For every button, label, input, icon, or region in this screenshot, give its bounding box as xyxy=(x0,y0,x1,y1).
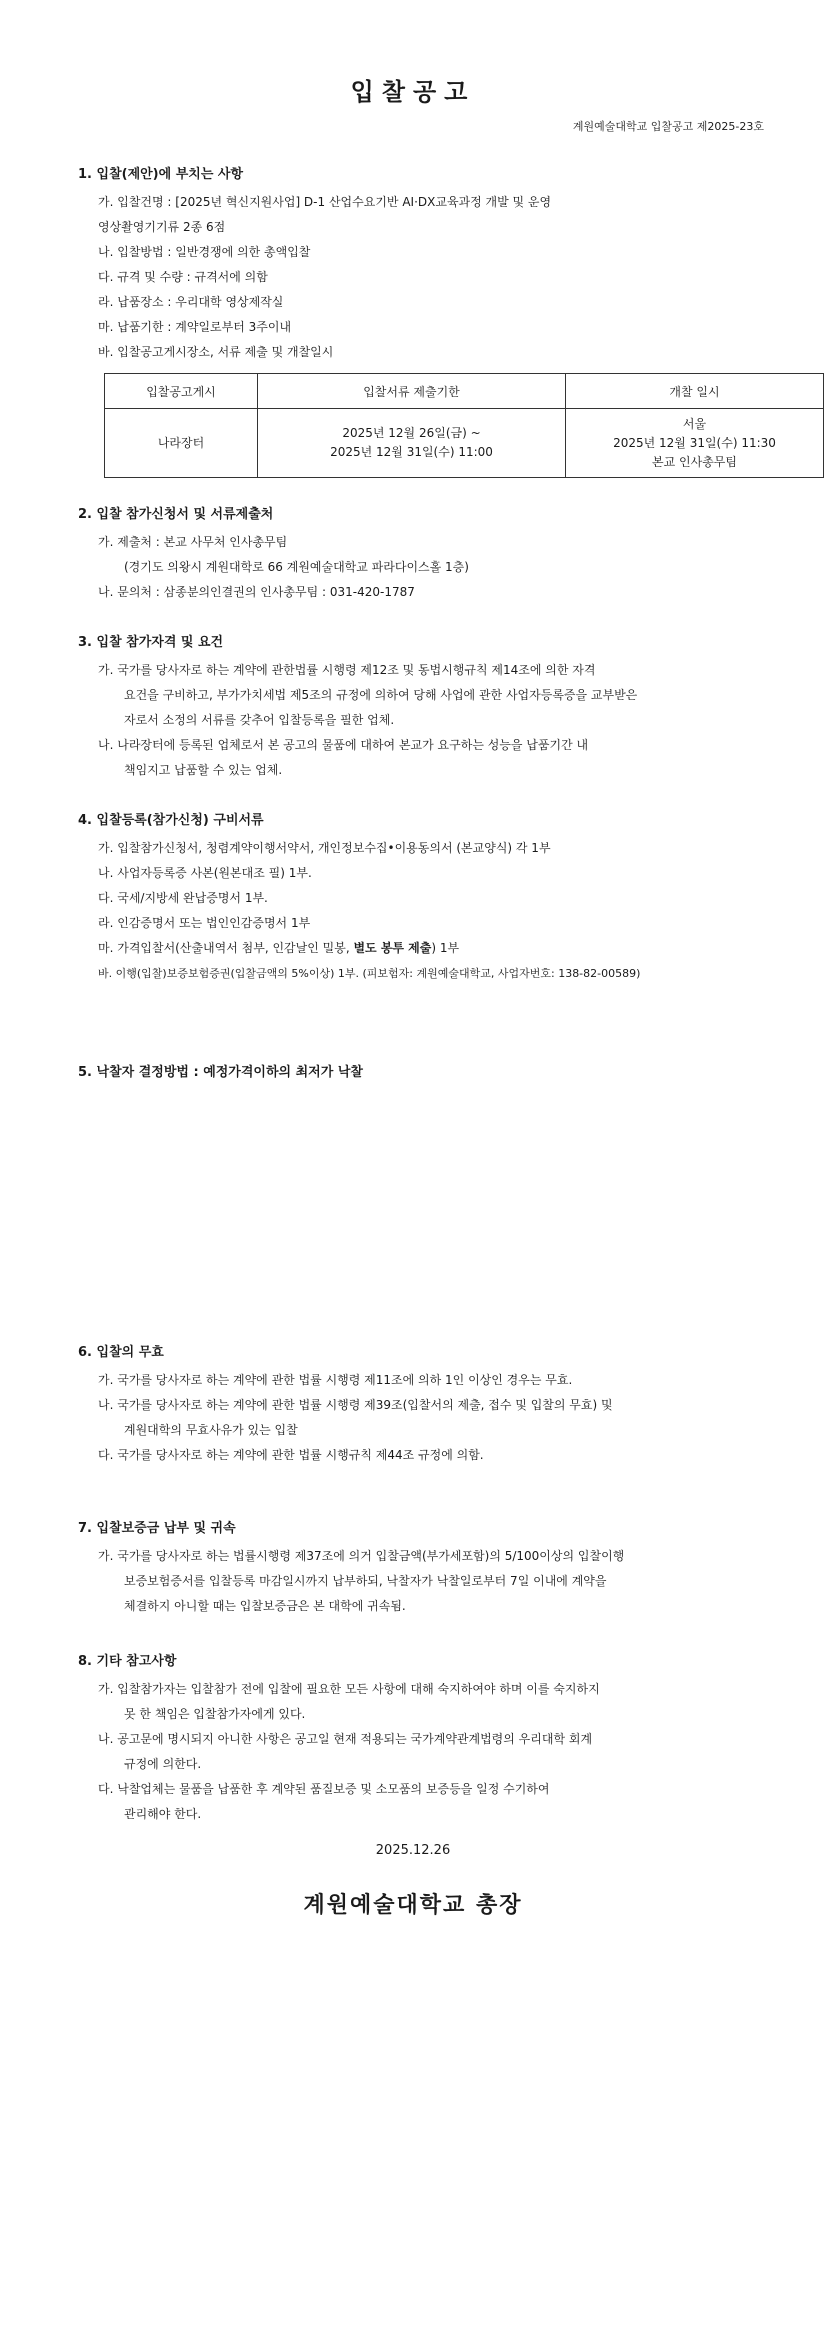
announcement-date: 2025.12.26 xyxy=(375,1843,451,1858)
section-heading: 2. 입찰 참가신청서 및 서류제출처 xyxy=(78,507,274,522)
section-other-notes xyxy=(78,1653,768,1827)
spec-line: 다. 규격 및 수량 : 규격서에 의함 xyxy=(98,270,268,284)
list-item: 가. 입찰참가자는 입찰참가 전에 입찰에 필요한 모든 사항에 대해 숙지하여야 하며 이를 숙지하지 xyxy=(98,1682,600,1696)
emphasis-text: 별도 봉투 제출 xyxy=(353,941,432,955)
table-header-row xyxy=(105,374,824,409)
list-item: 책임지고 납품할 수 있는 업체. xyxy=(124,763,283,777)
section-qualification xyxy=(78,634,768,783)
list-item: 바. 이행(입찰)보증보험증권(입찰금액의 5%이상) 1부. (피보험자: 계원예술대학교, 사업자번호: 138-82-00589) xyxy=(98,967,641,980)
table-header-cell: 입찰공고게시 xyxy=(105,374,258,409)
list-item: 다. 낙찰업체는 물품을 납품한 후 계약된 품질보증 및 소모품의 보증등을 일정 수기하여 xyxy=(98,1782,550,1796)
delivery-deadline-line: 마. 납품기한 : 계약일로부터 3주이내 xyxy=(98,320,292,334)
section-heading: 4. 입찰등록(참가신청) 구비서류 xyxy=(78,813,264,828)
list-item: 요건을 구비하고, 부가가치세법 제5조의 규정에 의하여 당해 사업에 관한 사업자등록증을 교부받은 xyxy=(124,688,638,702)
section-bid-items xyxy=(78,166,776,478)
table-header-cell: 개찰 일시 xyxy=(566,374,824,409)
list-item: 체결하지 아니할 때는 입찰보증금은 본 대학에 귀속됨. xyxy=(124,1599,406,1613)
cell-text: 2025년 12월 31일(수) 11:00 xyxy=(330,445,493,459)
schedule-line: 바. 입찰공고게시장소, 서류 제출 및 개찰일시 xyxy=(98,345,334,359)
delivery-place-line: 라. 납품장소 : 우리대학 영상제작실 xyxy=(98,295,284,309)
document-number: 계원예술대학교 입찰공고 제2025-23호 xyxy=(572,120,764,133)
section-heading: 7. 입찰보증금 납부 및 귀속 xyxy=(78,1521,236,1536)
list-item: 다. 국세/지방세 완납증명서 1부. xyxy=(98,891,268,905)
section-invalidation xyxy=(78,1344,768,1468)
table-cell xyxy=(105,409,258,478)
section-heading: 5. 낙찰자 결정방법 : 예정가격이하의 최저가 낙찰 xyxy=(78,1065,363,1080)
list-item: 나. 문의처 : 삼종분의인결권의 인사총무팀 : 031-420-1787 xyxy=(98,585,415,599)
table-row xyxy=(105,409,824,478)
list-item: (경기도 의왕시 계원대학로 66 계원예술대학교 파라다이스홀 1층) xyxy=(124,560,469,574)
cell-text: 서울 xyxy=(682,416,707,431)
list-item: 가. 제출처 : 본교 사무처 인사총무팀 xyxy=(98,535,288,549)
table-header-cell: 입찰서류 제출기한 xyxy=(258,374,566,409)
page-title: 입찰공고 xyxy=(350,78,476,106)
section-award-method xyxy=(78,1064,768,1088)
list-item: 관리해야 한다. xyxy=(124,1807,202,1821)
section-heading: 3. 입찰 참가자격 및 요건 xyxy=(78,635,224,650)
list-item: 자로서 소정의 서류를 갖추어 입찰등록을 필한 업체. xyxy=(124,713,395,727)
list-item: 나. 국가를 당사자로 하는 계약에 관한 법률 시행령 제39조(입찰서의 제출, 접수 및 입찰의 무효) 및 xyxy=(98,1398,613,1412)
list-item: 나. 나라장터에 등록된 업체로서 본 공고의 물품에 대하여 본교가 요구하는 성능을 납품기간 내 xyxy=(98,738,589,752)
list-item-text: 마. 가격입찰서(산출내역서 첨부, 인감날인 밀봉, xyxy=(98,941,354,955)
list-item: 라. 인감증명서 또는 법인인감증명서 1부 xyxy=(98,916,311,930)
list-item: 보증보험증서를 입찰등록 마감일시까지 납부하되, 낙찰자가 낙찰일로부터 7일 이내에 계약을 xyxy=(124,1574,607,1588)
cell-text: 2025년 12월 26일(금) ~ xyxy=(342,426,481,440)
section-heading: 6. 입찰의 무효 xyxy=(78,1345,164,1360)
section-heading: 8. 기타 참고사항 xyxy=(78,1654,177,1669)
bid-title-line-cont: 영상촬영기기류 2종 6점 xyxy=(98,220,226,234)
cell-text: 본교 인사총무팀 xyxy=(652,454,737,469)
list-item: 가. 국가를 당사자로 하는 계약에 관한 법률 시행령 제11조에 의하 1인 이상인 경우는 무효. xyxy=(98,1373,573,1387)
president-signature: 계원예술대학교 총장 xyxy=(303,1892,523,1918)
list-item: 가. 입찰참가신청서, 청렴계약이행서약서, 개인정보수집•이용동의서 (본교양식) 각 1부 xyxy=(98,841,551,855)
list-item: 계원대학의 무효사유가 있는 입찰 xyxy=(124,1423,298,1437)
section-documents xyxy=(78,812,768,986)
list-item-text: ) 1부 xyxy=(431,941,460,955)
list-item: 나. 공고문에 명시되지 아니한 사항은 공고일 현재 적용되는 국가계약관계법령의 우리대학 회계 xyxy=(98,1732,593,1746)
cell-text: 2025년 12월 31일(수) 11:30 xyxy=(613,435,776,450)
list-item: 나. 사업자등록증 사본(원본대조 필) 1부. xyxy=(98,866,312,880)
list-item: 가. 국가를 당사자로 하는 법률시행령 제37조에 의거 입찰금액(부가세포함)의 5/100이상의 입찰이행 xyxy=(98,1549,625,1563)
list-item: 다. 국가를 당사자로 하는 계약에 관한 법률 시행규칙 제44조 규정에 의함. xyxy=(98,1448,484,1462)
bid-title-line: 가. 입찰건명 : [2025년 혁신지원사업] D-1 산업수요기반 AI·DX교육과정 개발 및 운영 xyxy=(98,195,552,209)
list-item: 못 한 책임은 입찰참가자에게 있다. xyxy=(124,1707,306,1721)
list-item: 가. 국가를 당사자로 하는 계약에 관한법률 시행령 제12조 및 동법시행규칙 제14조에 의한 자격 xyxy=(98,663,596,677)
bid-schedule-table xyxy=(104,373,824,478)
list-item xyxy=(78,936,768,961)
section-heading: 1. 입찰(제안)에 부치는 사항 xyxy=(78,167,244,182)
table-cell xyxy=(566,409,824,478)
list-item: 규정에 의한다. xyxy=(124,1757,202,1771)
table-cell xyxy=(258,409,566,478)
bid-method-line: 나. 입찰방법 : 일반경쟁에 의한 총액입찰 xyxy=(98,245,311,259)
section-submission xyxy=(78,506,768,605)
section-deposit xyxy=(78,1520,768,1619)
cell-text: 나라장터 xyxy=(157,435,205,450)
